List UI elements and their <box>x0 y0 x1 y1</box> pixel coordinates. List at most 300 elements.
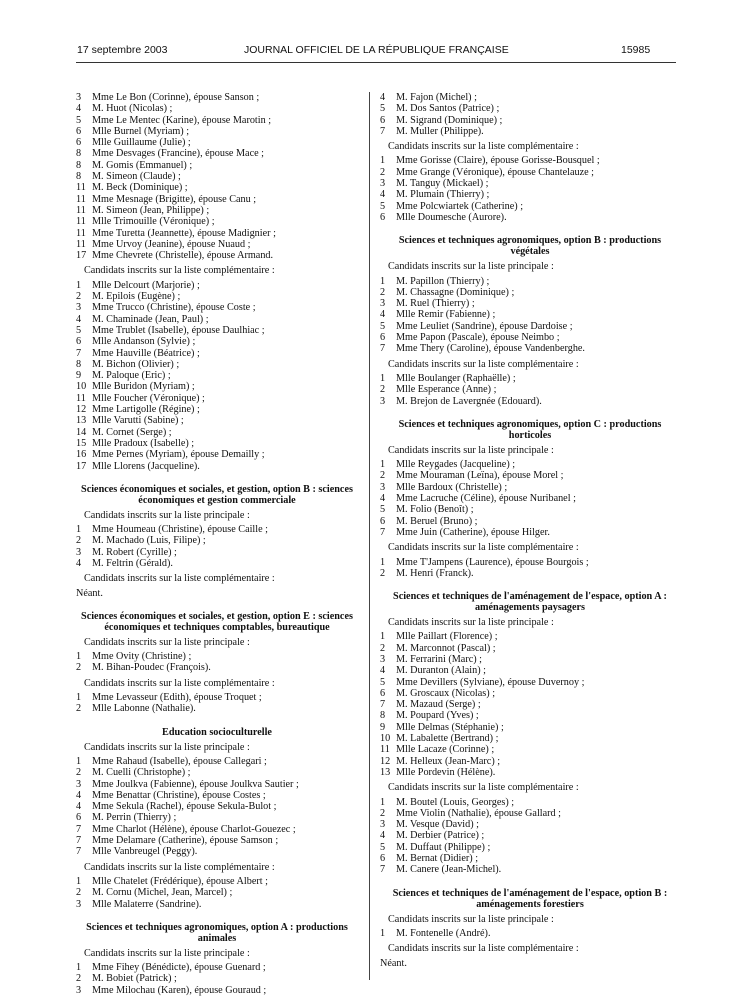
header-rule <box>76 62 676 63</box>
candidate-rank: 3 <box>380 178 386 190</box>
candidate-rank: 1 <box>76 875 82 887</box>
candidate-entry <box>76 160 358 171</box>
candidate-name: M. Simeon (Claude) ; <box>92 171 181 183</box>
list-heading: Candidats inscrits sur la liste principale : <box>388 261 554 273</box>
list-heading: Candidats inscrits sur la liste complémentaire : <box>388 782 579 794</box>
neant-text: Néant. <box>76 587 103 599</box>
candidate-rank: 13 <box>76 415 87 427</box>
candidate-rank: 6 <box>76 137 82 149</box>
candidate-rank: 8 <box>76 358 82 370</box>
candidate-entry <box>380 343 680 354</box>
candidate-name: Mme Levasseur (Edith), épouse Troquet ; <box>92 692 262 704</box>
section-title: Sciences et techniques agronomiques, option C : productions horticoles <box>398 418 662 441</box>
candidate-rank: 3 <box>380 395 386 407</box>
candidate-name: M. Chaminade (Jean, Paul) ; <box>92 313 209 325</box>
candidate-entry <box>380 92 680 103</box>
candidate-name: Mme Fihey (Bénédicte), épouse Guenard ; <box>92 962 266 974</box>
candidate-entry <box>380 677 680 688</box>
candidate-entry <box>76 404 358 415</box>
right-column <box>380 92 680 975</box>
candidate-rank: 11 <box>76 238 86 250</box>
candidate-name: Mme Devillers (Sylviane), épouse Duvernoy ; <box>396 676 585 688</box>
candidate-rank: 17 <box>76 250 87 262</box>
candidate-entry <box>76 370 358 381</box>
candidate-name: Mlle Pordevin (Hélène). <box>396 766 496 778</box>
candidate-rank: 17 <box>76 460 87 472</box>
candidate-rank: 3 <box>380 481 386 493</box>
list-heading: Candidats inscrits sur la liste complémentaire : <box>388 943 579 955</box>
candidate-name: Mlle Foucher (Véronique) ; <box>92 392 205 404</box>
candidate-entry <box>380 504 680 515</box>
candidate-name: Mme Desvages (Francine), épouse Mace ; <box>92 148 264 160</box>
candidate-entry <box>76 148 358 159</box>
candidate-rank: 5 <box>380 841 386 853</box>
candidate-rank: 7 <box>76 347 82 359</box>
candidate-entry <box>380 733 680 744</box>
candidate-name: Mlle Burnel (Myriam) ; <box>92 125 190 137</box>
candidate-entry <box>380 115 680 126</box>
candidate-name: M. Gomis (Emmanuel) ; <box>92 159 193 171</box>
candidate-entry <box>76 182 358 193</box>
section <box>380 888 680 969</box>
candidate-name: Mme Trucco (Christine), épouse Coste ; <box>92 302 256 314</box>
list-heading: Candidats inscrits sur la liste principale : <box>84 947 250 959</box>
candidate-entry <box>380 189 680 200</box>
candidate-name: M. Dos Santos (Patrice) ; <box>396 103 500 115</box>
candidate-entry <box>76 812 358 823</box>
candidate-name: Mlle Trimouille (Véronique) ; <box>92 216 215 228</box>
candidate-entry <box>380 643 680 654</box>
candidate-name: M. Helleux (Jean-Marc) ; <box>396 755 501 767</box>
candidate-rank: 10 <box>380 733 391 745</box>
candidate-rank: 11 <box>76 216 86 228</box>
candidate-entry <box>380 167 680 178</box>
candidate-name: M. Derbier (Patrice) ; <box>396 830 485 842</box>
candidate-name: M. Marconnot (Pascal) ; <box>396 642 496 654</box>
candidate-entry <box>380 722 680 733</box>
list-heading: Candidats inscrits sur la liste complémentaire : <box>84 265 275 277</box>
candidate-rank: 5 <box>76 324 82 336</box>
candidate-name: M. Bobiet (Patrick) ; <box>92 973 177 985</box>
candidate-rank: 13 <box>380 766 391 778</box>
candidate-rank: 4 <box>76 801 82 813</box>
candidate-name: M. Duffaut (Philippe) ; <box>396 841 491 853</box>
candidate-name: Mme Sekula (Rachel), épouse Sekula-Bulot ; <box>92 801 277 813</box>
candidate-entry <box>76 899 358 910</box>
candidate-name: M. Chassagne (Dominique) ; <box>396 286 515 298</box>
candidate-name: M. Mazaud (Serge) ; <box>396 699 481 711</box>
list-heading: Candidats inscrits sur la liste principale : <box>84 741 250 753</box>
candidate-rank: 1 <box>76 755 82 767</box>
candidate-entry <box>380 332 680 343</box>
section-title: Sciences et techniques agronomiques, option A : productions animales <box>86 921 348 944</box>
candidate-name: M. Feltrin (Gérald). <box>92 557 173 569</box>
section-title: Education socioculturelle <box>162 726 272 738</box>
candidate-entry <box>380 482 680 493</box>
section <box>380 591 680 876</box>
candidate-name: Mlle Vanbreugel (Peggy). <box>92 846 198 858</box>
candidate-entry <box>380 710 680 721</box>
candidate-name: Mme Grange (Véronique), épouse Chantelauze ; <box>396 166 595 178</box>
candidate-rank: 3 <box>76 898 82 910</box>
candidate-entry <box>76 835 358 846</box>
section-title: Sciences et techniques agronomiques, option B : productions végétales <box>398 235 662 258</box>
list-heading: Candidats inscrits sur la liste complémentaire : <box>84 677 275 689</box>
candidate-entry <box>380 665 680 676</box>
candidate-rank: 2 <box>380 567 386 579</box>
candidate-rank: 4 <box>380 92 386 103</box>
candidate-entry <box>380 287 680 298</box>
candidate-name: M. Huot (Nicolas) ; <box>92 103 173 115</box>
candidate-entry <box>380 276 680 287</box>
candidate-rank: 4 <box>76 103 82 115</box>
candidate-name: Mme Joulkva (Fabienne), épouse Joulkva Sautier ; <box>92 778 299 790</box>
candidate-rank: 1 <box>380 459 386 471</box>
candidate-entry <box>76 250 358 261</box>
candidate-entry <box>76 662 358 673</box>
candidate-name: M. Cornet (Serge) ; <box>92 426 172 438</box>
candidate-rank: 10 <box>76 381 87 393</box>
candidate-rank: 8 <box>380 710 386 722</box>
candidate-entry <box>380 373 680 384</box>
list-heading: Candidats inscrits sur la liste principale : <box>84 636 250 648</box>
candidate-name: Mlle Varutti (Sabine) ; <box>92 415 184 427</box>
candidate-name: Mme Gorisse (Claire), épouse Gorisse-Bousquel ; <box>396 155 600 167</box>
candidate-rank: 16 <box>76 449 87 461</box>
page-number: 15985 <box>621 44 651 56</box>
left-column <box>76 92 358 1002</box>
candidate-rank: 4 <box>76 789 82 801</box>
candidate-name: Mme Urvoy (Jeanine), épouse Nuaud ; <box>92 238 251 250</box>
candidate-entry <box>76 887 358 898</box>
candidate-entry <box>380 928 680 939</box>
candidate-name: Mme Le Mentec (Karine), épouse Marotin ; <box>92 114 272 126</box>
candidate-rank: 1 <box>76 279 82 291</box>
candidate-rank: 1 <box>76 524 82 536</box>
candidate-name: Mme Rahaud (Isabelle), épouse Callegari ; <box>92 755 267 767</box>
candidate-rank: 11 <box>76 204 86 216</box>
section-title: Sciences économiques et sociales, et gestion, option E : sciences économiques et techniques comptables, bureautique <box>81 610 353 633</box>
candidate-name: M. Duranton (Alain) ; <box>396 665 486 677</box>
candidate-rank: 7 <box>76 846 82 858</box>
candidate-rank: 11 <box>76 182 86 194</box>
candidate-rank: 11 <box>76 193 86 205</box>
list-heading: Candidats inscrits sur la liste complémentaire : <box>388 358 579 370</box>
section-title: Sciences et techniques de l'aménagement de l'espace, option A : aménagements paysagers <box>393 591 667 614</box>
candidate-name: Mme Leuliet (Sandrine), épouse Dardoise ; <box>396 320 573 332</box>
candidate-entry <box>380 830 680 841</box>
candidate-entry <box>76 415 358 426</box>
candidate-name: M. Robert (Cyrille) ; <box>92 546 177 558</box>
candidate-rank: 6 <box>380 332 386 344</box>
candidate-entry <box>380 321 680 332</box>
candidate-name: Mlle Delmas (Stéphanie) ; <box>396 721 504 733</box>
candidate-name: Mme Thery (Caroline), épouse Vandenberghe. <box>396 343 585 355</box>
section-title: Sciences économiques et sociales, et gestion, option B : sciences économiques et gestion commerciale <box>81 483 353 506</box>
candidate-entry <box>380 631 680 642</box>
section <box>76 484 358 599</box>
candidate-entry <box>76 962 358 973</box>
candidate-entry <box>380 459 680 470</box>
candidate-name: M. Ruel (Thierry) ; <box>396 298 475 310</box>
candidate-entry <box>380 699 680 710</box>
list-heading: Candidats inscrits sur la liste complémentaire : <box>84 573 275 585</box>
candidate-rank: 4 <box>76 313 82 325</box>
candidate-rank: 8 <box>76 159 82 171</box>
candidate-name: M. Papillon (Thierry) ; <box>396 275 490 287</box>
candidate-name: Mlle Doumesche (Aurore). <box>396 211 507 223</box>
candidate-name: Mme Pernes (Myriam), épouse Demailly ; <box>92 449 265 461</box>
candidate-name: M. Sigrand (Dominique) ; <box>396 114 503 126</box>
candidate-rank: 11 <box>76 227 86 239</box>
section <box>380 419 680 579</box>
candidate-entry <box>380 568 680 579</box>
candidate-rank: 7 <box>380 699 386 711</box>
candidate-entry <box>76 558 358 569</box>
candidate-name: M. Ferrarini (Marc) ; <box>396 653 482 665</box>
candidate-name: Mlle Andanson (Sylvie) ; <box>92 336 196 348</box>
candidate-rank: 3 <box>380 653 386 665</box>
candidate-name: M. Folio (Benoît) ; <box>396 504 474 516</box>
candidate-rank: 7 <box>380 864 386 876</box>
candidate-rank: 2 <box>76 887 82 899</box>
candidate-name: M. Tanguy (Mickael) ; <box>396 178 489 190</box>
candidate-rank: 4 <box>380 665 386 677</box>
candidate-entry <box>380 819 680 830</box>
candidate-rank: 7 <box>76 823 82 835</box>
candidate-rank: 3 <box>76 302 82 314</box>
page-header <box>0 44 752 60</box>
candidate-name: Mme Mouraman (Leïna), épouse Morel ; <box>396 470 564 482</box>
candidate-rank: 5 <box>380 676 386 688</box>
candidate-rank: 1 <box>380 796 386 808</box>
candidate-entry <box>76 381 358 392</box>
candidate-name: M. Cornu (Michel, Jean, Marcel) ; <box>92 887 233 899</box>
candidate-rank: 6 <box>380 211 386 223</box>
candidate-name: M. Cuelli (Christophe) ; <box>92 767 191 779</box>
candidate-entry <box>76 876 358 887</box>
candidate-rank: 5 <box>76 114 82 126</box>
candidate-rank: 5 <box>380 320 386 332</box>
candidate-entry <box>76 846 358 857</box>
candidate-entry <box>76 393 358 404</box>
candidate-rank: 15 <box>76 437 87 449</box>
candidate-rank: 1 <box>76 692 82 704</box>
candidate-entry <box>76 427 358 438</box>
candidate-rank: 4 <box>380 493 386 505</box>
candidate-rank: 9 <box>76 370 82 382</box>
candidate-entry <box>380 309 680 320</box>
candidate-entry <box>76 137 358 148</box>
candidate-rank: 2 <box>380 166 386 178</box>
candidate-name: M. Bihan-Poudec (François). <box>92 662 211 674</box>
candidate-name: M. Beruel (Bruno) ; <box>396 515 478 527</box>
candidate-entry <box>76 103 358 114</box>
candidate-rank: 4 <box>380 189 386 201</box>
candidate-name: Mme Lacruche (Céline), épouse Nuribanel ; <box>396 493 576 505</box>
candidate-name: Mlle Buridon (Myriam) ; <box>92 381 195 393</box>
candidate-entry <box>76 547 358 558</box>
candidate-rank: 4 <box>380 830 386 842</box>
candidate-name: Mme Papon (Pascale), épouse Neimbo ; <box>396 332 560 344</box>
candidate-rank: 5 <box>380 200 386 212</box>
candidate-rank: 3 <box>76 778 82 790</box>
candidate-name: M. Boutel (Louis, Georges) ; <box>396 796 515 808</box>
candidate-rank: 3 <box>76 546 82 558</box>
candidate-rank: 11 <box>380 744 390 756</box>
candidate-entry <box>380 516 680 527</box>
candidate-name: M. Poupard (Yves) ; <box>396 710 479 722</box>
candidate-rank: 4 <box>380 309 386 321</box>
candidate-name: Mlle Paillart (Florence) ; <box>396 631 498 643</box>
candidate-entry <box>76 651 358 662</box>
candidate-rank: 2 <box>380 384 386 396</box>
candidate-name: M. Brejon de Lavergnée (Edouard). <box>396 395 542 407</box>
candidate-name: Mme Juin (Catherine), épouse Hilger. <box>396 526 550 538</box>
candidate-name: Mme Chevrete (Christelle), épouse Armand. <box>92 250 274 262</box>
candidate-rank: 7 <box>380 526 386 538</box>
candidate-entry <box>76 756 358 767</box>
candidate-entry <box>380 808 680 819</box>
candidate-name: Mme Turetta (Jeannette), épouse Madignier ; <box>92 227 276 239</box>
candidate-name: Mlle Malaterre (Sandrine). <box>92 898 202 910</box>
candidate-rank: 2 <box>380 642 386 654</box>
candidate-rank: 1 <box>76 651 82 663</box>
candidate-entry <box>380 853 680 864</box>
candidate-entry <box>380 201 680 212</box>
candidate-entry <box>76 115 358 126</box>
candidate-entry <box>380 470 680 481</box>
list-heading: Candidats inscrits sur la liste principale : <box>388 913 554 925</box>
candidate-name: M. Vesque (David) ; <box>396 819 479 831</box>
candidate-rank: 1 <box>380 631 386 643</box>
journal-title: JOURNAL OFFICIEL DE LA RÉPUBLIQUE FRANÇAISE <box>244 44 509 56</box>
candidate-name: Mme Polcwiartek (Catherine) ; <box>396 200 524 212</box>
candidate-entry <box>76 703 358 714</box>
candidate-rank: 5 <box>380 504 386 516</box>
candidate-rank: 2 <box>76 535 82 547</box>
candidate-entry <box>380 384 680 395</box>
candidate-name: Mme Milochau (Karen), épouse Gouraud ; <box>92 984 267 996</box>
section <box>380 92 680 223</box>
candidate-rank: 2 <box>380 470 386 482</box>
candidate-rank: 1 <box>380 275 386 287</box>
candidate-rank: 1 <box>380 372 386 384</box>
candidate-rank: 11 <box>76 392 86 404</box>
section <box>76 727 358 910</box>
section <box>380 235 680 407</box>
candidate-name: Mlle Labonne (Nathalie). <box>92 703 196 715</box>
candidate-name: Mlle Chatelet (Frédérique), épouse Albert ; <box>92 875 268 887</box>
candidate-name: M. Bichon (Olivier) ; <box>92 358 180 370</box>
candidate-name: M. Groscaux (Nicolas) ; <box>396 687 496 699</box>
candidate-name: Mme Hauville (Béatrice) ; <box>92 347 200 359</box>
candidate-rank: 2 <box>76 291 82 303</box>
list-heading: Candidats inscrits sur la liste complémentaire : <box>84 861 275 873</box>
candidate-entry <box>380 756 680 767</box>
candidate-rank: 8 <box>76 148 82 160</box>
candidate-entry <box>76 973 358 984</box>
candidate-name: M. Fontenelle (André). <box>396 927 491 939</box>
candidate-name: Mme Houmeau (Christine), épouse Caille ; <box>92 524 268 536</box>
candidate-name: M. Machado (Luis, Filipe) ; <box>92 535 206 547</box>
candidate-entry <box>380 688 680 699</box>
neant-text: Néant. <box>380 957 407 969</box>
candidate-entry <box>76 461 358 472</box>
candidate-name: Mlle Guillaume (Julie) ; <box>92 137 191 149</box>
candidate-name: Mme Mesnage (Brigitte), épouse Canu ; <box>92 193 257 205</box>
candidate-entry <box>380 155 680 166</box>
candidate-name: Mlle Lacaze (Corinne) ; <box>396 744 495 756</box>
candidate-rank: 6 <box>380 515 386 527</box>
candidate-entry <box>76 216 358 227</box>
candidate-entry <box>76 535 358 546</box>
candidate-entry <box>380 396 680 407</box>
candidate-rank: 1 <box>380 556 386 568</box>
candidate-entry <box>380 864 680 875</box>
candidate-entry <box>76 205 358 216</box>
list-heading: Candidats inscrits sur la liste principale : <box>388 444 554 456</box>
candidate-rank: 6 <box>76 336 82 348</box>
candidate-entry <box>380 842 680 853</box>
candidate-rank: 3 <box>76 984 82 996</box>
candidate-entry <box>76 801 358 812</box>
candidate-rank: 6 <box>76 125 82 137</box>
candidate-rank: 3 <box>76 92 82 103</box>
candidate-name: Mlle Remir (Fabienne) ; <box>396 309 496 321</box>
candidate-rank: 2 <box>76 767 82 779</box>
candidate-name: M. Bernat (Didier) ; <box>396 853 479 865</box>
candidate-name: M. Paloque (Eric) ; <box>92 370 171 382</box>
candidate-name: Mlle Reygades (Jacqueline) ; <box>396 459 516 471</box>
candidate-entry <box>380 767 680 778</box>
candidate-entry <box>380 654 680 665</box>
candidate-name: Mme Violin (Nathalie), épouse Gallard ; <box>396 807 561 819</box>
candidate-name: Mme Le Bon (Corinne), épouse Sanson ; <box>92 92 260 103</box>
candidate-rank: 6 <box>380 114 386 126</box>
candidate-rank: 4 <box>76 557 82 569</box>
candidate-rank: 2 <box>76 662 82 674</box>
candidate-rank: 12 <box>76 404 87 416</box>
candidate-rank: 14 <box>76 426 87 438</box>
candidate-rank: 7 <box>380 125 386 137</box>
candidate-name: M. Plumain (Thierry) ; <box>396 189 490 201</box>
candidate-name: Mlle Esperance (Anne) ; <box>396 384 497 396</box>
candidate-rank: 9 <box>380 721 386 733</box>
candidate-entry <box>76 524 358 535</box>
header-date: 17 septembre 2003 <box>77 44 168 56</box>
column-divider <box>369 92 370 980</box>
candidate-entry <box>76 438 358 449</box>
section <box>76 611 358 715</box>
candidate-entry <box>76 779 358 790</box>
candidate-entry <box>76 291 358 302</box>
candidate-name: Mlle Boulanger (Raphaëlle) ; <box>396 372 516 384</box>
candidate-rank: 12 <box>380 755 391 767</box>
candidate-entry <box>76 359 358 370</box>
section <box>76 92 358 472</box>
candidate-rank: 1 <box>380 927 386 939</box>
candidate-rank: 2 <box>380 286 386 298</box>
list-heading: Candidats inscrits sur la liste principale : <box>84 509 250 521</box>
candidate-name: M. Muller (Philippe). <box>396 125 484 137</box>
candidate-rank: 2 <box>76 973 82 985</box>
candidate-entry <box>76 126 358 137</box>
candidate-entry <box>76 314 358 325</box>
candidate-entry <box>76 280 358 291</box>
candidate-entry <box>380 493 680 504</box>
candidate-rank: 8 <box>76 171 82 183</box>
